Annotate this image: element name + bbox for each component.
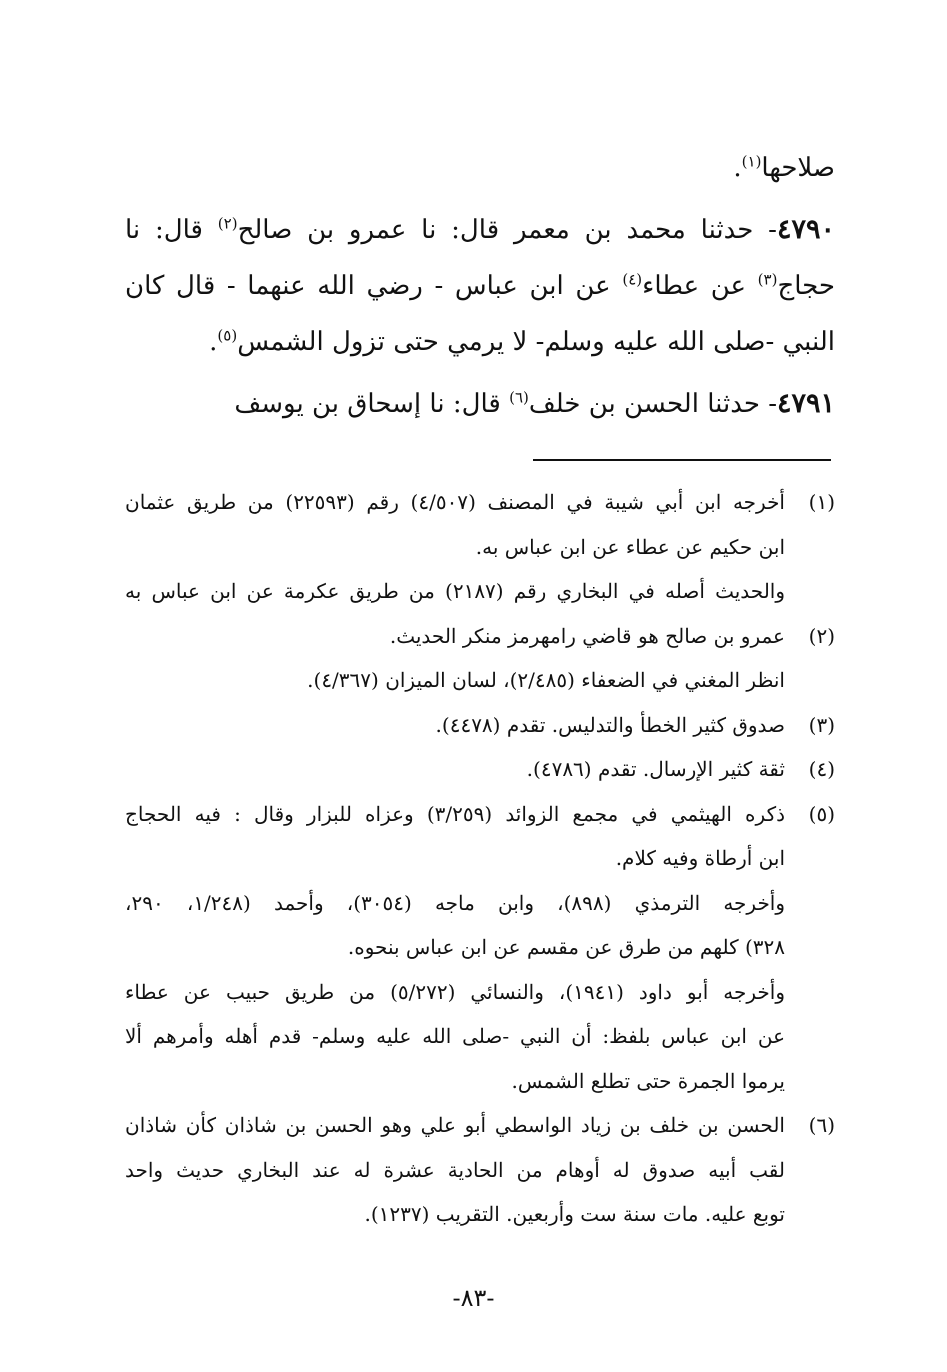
- page-number: -٨٣-: [452, 1284, 495, 1312]
- intro-line: [125, 140, 835, 196]
- footnote-line: وأخرجه الترمذي (٨٩٨)، وابن ماجه (٣٠٥٤)، وأحمد (١/٢٤٨، ٢٩٠،: [125, 890, 786, 915]
- hadith-text: - حدثنا محمد بن معمر قال: نا عمرو بن صالح: [237, 215, 777, 245]
- footnote-line: وأخرجه أبو داود (١٩٤١)، والنسائي (٥/٢٧٢) من طريق حبيب عن عطاء: [125, 979, 785, 1004]
- hadith-text: .: [209, 327, 218, 357]
- hadith-4791: [125, 376, 835, 432]
- hadith-text: عن عطاء: [642, 271, 758, 301]
- footnote-line: ابن أرطاة وفيه كلام.: [615, 846, 785, 870]
- footnote-label: (٢): [808, 623, 835, 648]
- footnote-1: [125, 480, 835, 614]
- footnote-line: ذكره الهيثمي في مجمع الزوائد (٣/٢٥٩) وعزاه للبزار وقال : فيه الحجاج: [125, 801, 785, 826]
- footnote-line: يرموا الجمرة حتى تطلع الشمس.: [511, 1068, 785, 1093]
- footnote-line: الحسن بن خلف بن زياد الواسطي أبو علي وهو الحسن بن شاذان كأن شاذان: [125, 1113, 785, 1137]
- footnote-5: [125, 792, 835, 1104]
- footnote-line: والحديث أصله في البخاري رقم (٢١٨٧) من طريق عكرمة عن ابن عباس به: [125, 579, 785, 603]
- footnote-line: عمرو بن صالح هو قاضي رامهرمز منكر الحديث.: [389, 623, 785, 648]
- footnote-line: لقب أبيه صدوق له أوهام من الحادية عشرة له عند البخاري حديث واحد: [125, 1157, 785, 1182]
- footnote-label: (٦): [808, 1113, 835, 1137]
- hadith-text: قال: نا إسحاق بن يوسف: [234, 389, 510, 419]
- footnote-3: [125, 703, 835, 748]
- intro-text: صلاحها: [761, 153, 835, 183]
- hadith-number: ٤٧٩٠: [776, 214, 835, 245]
- footnote-line: انظر المغني في الضعفاء (٢/٤٨٥)، لسان الميزان (٤/٣٦٧).: [307, 668, 785, 692]
- footnote-line: أخرجه ابن أبي شيبة في المصنف (٤/٥٠٧) رقم (٢٢٥٩٣) من طريق عثمان: [125, 490, 785, 514]
- footnote-label: (٣): [808, 712, 835, 737]
- footnote-line: ٣٢٨) كلهم من طرق عن مقسم عن ابن عباس بنحوه.: [347, 935, 785, 959]
- main-text: [125, 140, 835, 432]
- footnote-line: صدوق كثير الخطأ والتدليس. تقدم (٤٤٧٨).: [435, 712, 785, 737]
- footnote-line: عن ابن عباس بلفظ: أن النبي -صلى الله عليه وسلم- قدم أهله وأمرهم ألا: [125, 1024, 785, 1048]
- footnote-line: ابن حكيم عن عطاء عن ابن عباس به.: [475, 534, 785, 559]
- footnote-ref: (٤): [622, 270, 643, 289]
- hadith-text: عن ابن عباس - رضي الله عنهما - قال كان النبي -صلى الله عليه وسلم- لا يرمي حتى تزول الشمس: [125, 271, 835, 357]
- footnote-ref: (١): [741, 152, 762, 171]
- hadith-number: ٤٧٩١: [776, 388, 835, 419]
- footnote-ref: (٦): [509, 388, 529, 407]
- footnote-separator: [533, 459, 831, 461]
- footnote-line: ثقة كثير الإرسال. تقدم (٤٧٨٦).: [526, 757, 785, 781]
- hadith-4790: [125, 202, 835, 370]
- hadith-text: قال: نا حجاج: [125, 215, 835, 301]
- footnote-label: (٥): [808, 801, 835, 826]
- footnote-4: [125, 747, 835, 792]
- footnote-ref: (٥): [217, 326, 238, 345]
- intro-punct: .: [733, 153, 742, 183]
- footnote-2: [125, 614, 835, 703]
- hadith-text: - حدثنا الحسن بن خلف: [528, 389, 777, 419]
- footnote-line: توبع عليه. مات سنة ست وأربعين. التقريب (١٢٣٧).: [364, 1202, 785, 1226]
- footnote-6: [125, 1103, 835, 1237]
- footnote-label: (٤): [808, 757, 835, 781]
- footnote-label: (١): [808, 490, 835, 514]
- footnote-ref: (٣): [757, 270, 778, 289]
- footnotes: [125, 480, 835, 1237]
- footnote-ref: (٢): [217, 214, 238, 233]
